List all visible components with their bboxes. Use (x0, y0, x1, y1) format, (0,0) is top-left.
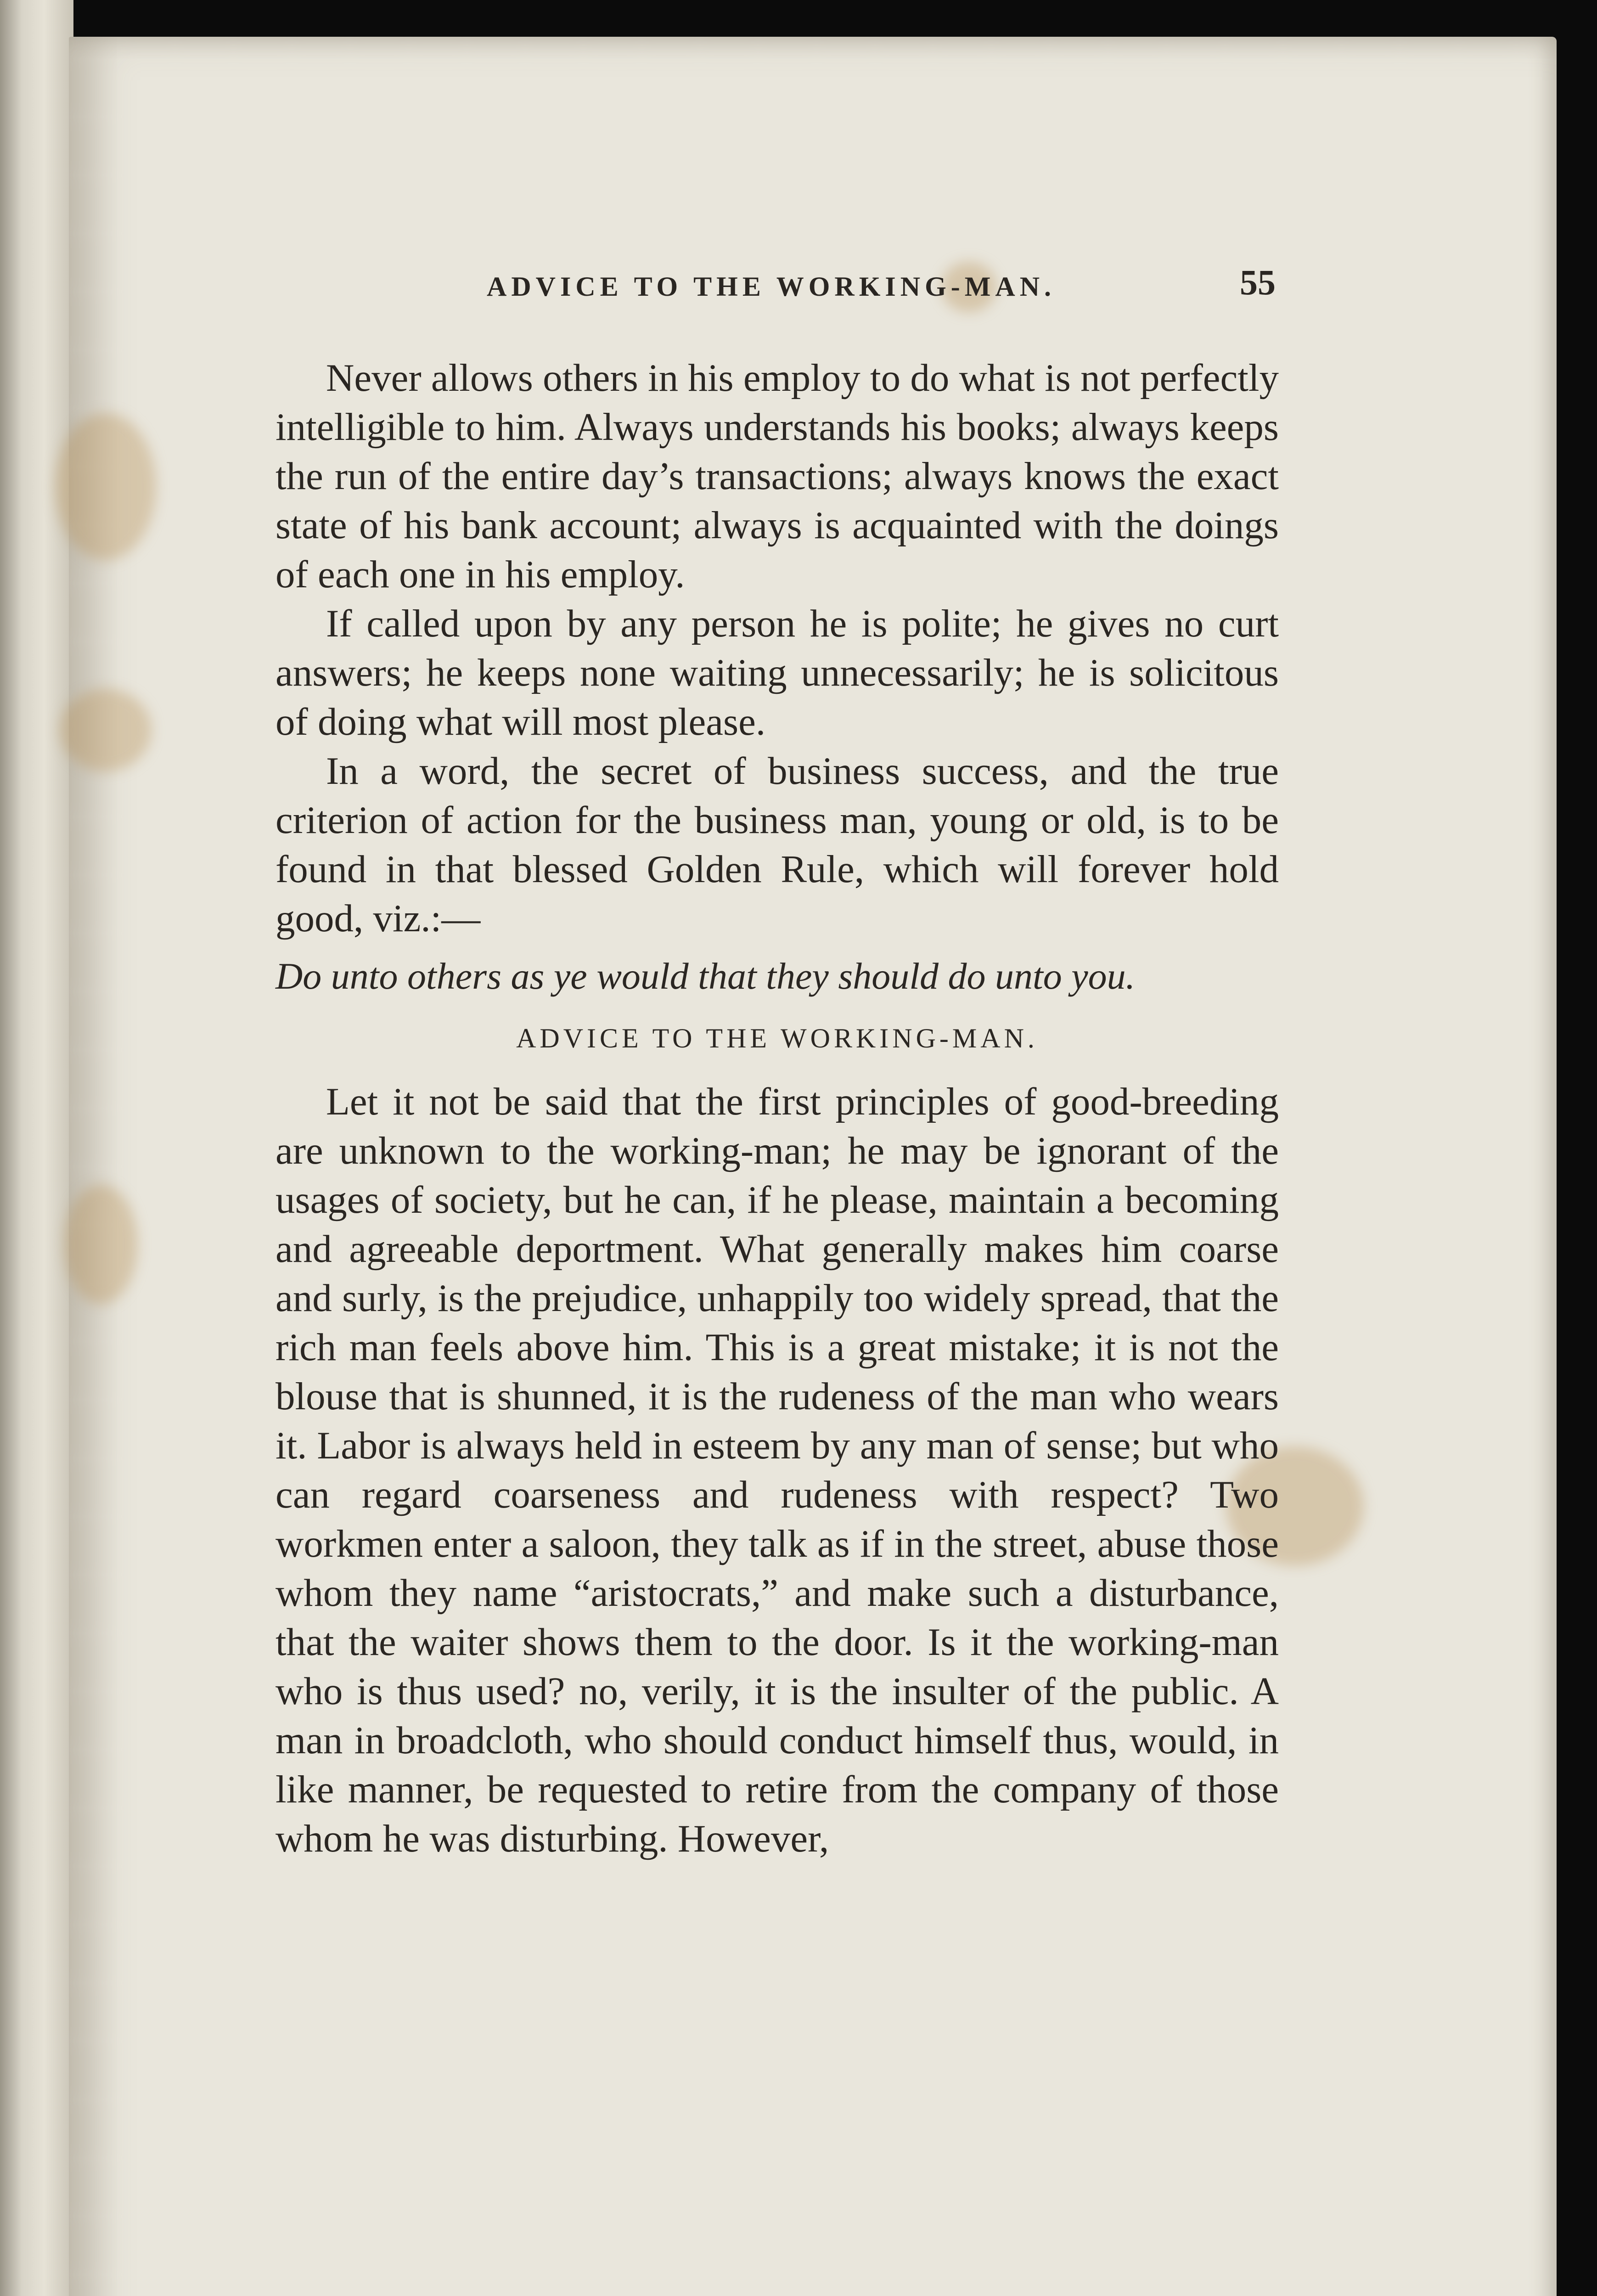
paragraph: In a word, the secret of business success, and the true criterion of action for the business man, young or old, is to be found in that blessed Golden Rule, which will forever hold good, viz.:— (276, 749, 1279, 940)
paragraph: Never allows others in his employ to do what is not perfectly intelligible to him. Always understands his books; always keeps the run of the entire day’s transactions; always knows the exact state of his bank account; always is acquainted with the doings of each one in his employ. (276, 356, 1279, 596)
book-binding-edge (0, 0, 73, 2296)
page-body (276, 354, 1279, 1863)
foxing-stain (60, 689, 152, 771)
foxing-stain (55, 413, 156, 560)
foxing-stain (64, 1185, 138, 1304)
page-number: 55 (1240, 262, 1276, 302)
golden-rule-motto: Do unto others as ye would that they should do unto you. (276, 955, 1136, 997)
running-head: ADVICE TO THE WORKING-MAN. (487, 271, 1056, 302)
section-heading: ADVICE TO THE WORKING-MAN. (516, 1023, 1038, 1053)
paragraph: If called upon by any person he is polite; he gives no curt answers; he keeps none waiting unnecessarily; he is solicitous of doing what will most please. (276, 602, 1279, 743)
paragraph: Let it not be said that the first principles of good-breeding are unknown to the working-man; he may be ignorant of the usages of society, but he can, if he please, maintain a becoming and agreeable deportment. What generally makes him coarse and surly, is the prejudice, unhappily too widely spread, that the rich man feels above him. This is a great mistake; it is not the blouse that is shunned, it is the rudeness of the man who wears it. Labor is always held in esteem by any man of sense; but who can regard coarseness and rudeness with respect? Two workmen enter a saloon, they talk as if in the street, abuse those whom they name “aristocrats,” and make such a disturbance, that the waiter shows them to the door. Is it the working-man who is thus used? no, verily, it is the insulter of the public. A man in broadcloth, who should conduct himself thus, would, in like manner, be requested to retire from the company of those whom he was disturbing. However, (276, 1080, 1279, 1860)
